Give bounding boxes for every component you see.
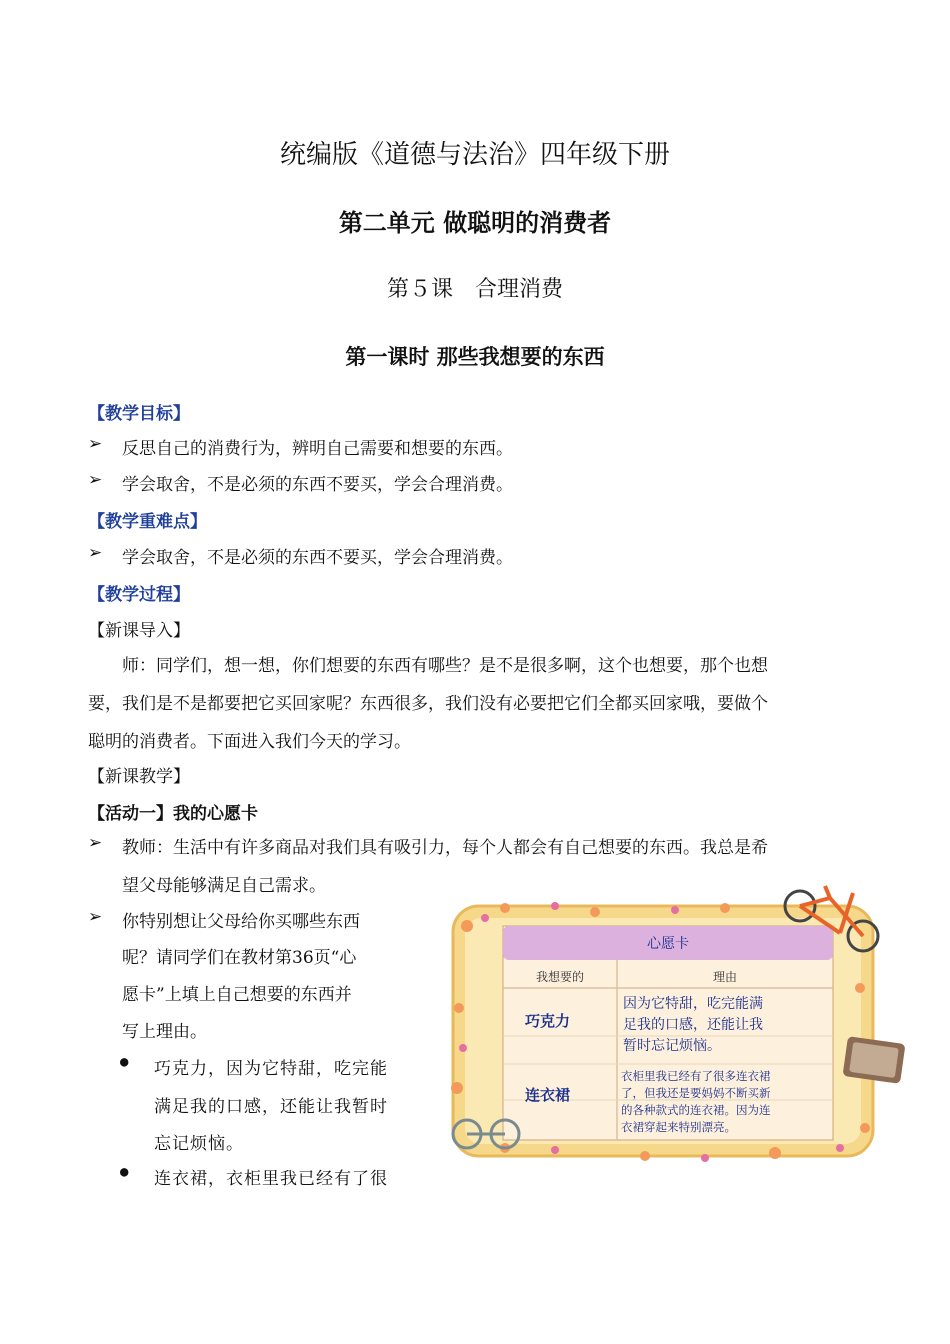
lesson-title: 第５课 合理消费 xyxy=(386,277,563,302)
activity-bullet-line: 呢？请同学们在教材第36页“心 xyxy=(122,948,357,968)
activity-bullet-line: 写上理由。 xyxy=(122,1022,207,1042)
wish-item: 巧克力 xyxy=(525,1012,571,1030)
intro-line: 师：同学们，想一想，你们想要的东西有哪些？是不是很多啊，这个也想要，那个也想 xyxy=(122,656,768,676)
key-points-heading: 【教学重难点】 xyxy=(88,512,207,532)
wish-card-col-want: 我想要的 xyxy=(535,970,584,984)
wish-card-illustration xyxy=(445,878,915,1178)
wish-card-title: 心愿卡 xyxy=(647,936,689,952)
goals-heading: 【教学目标】 xyxy=(88,404,190,424)
wish-reason: 因为它特甜，吃完能满 足我的口感，还能让我 暂时忘记烦恼。 xyxy=(623,996,763,1054)
sub-item-line: 满足我的口感，还能让我暂时 xyxy=(154,1097,388,1117)
arrow-bullet-icon: ➢ xyxy=(88,543,103,563)
book-title: 统编版《道德与法治》四年级下册 xyxy=(279,140,670,170)
intro-line: 聪明的消费者。下面进入我们今天的学习。 xyxy=(88,732,411,752)
process-heading: 【教学过程】 xyxy=(88,585,190,605)
activity-bullet-line: 愿卡”上填上自己想要的东西并 xyxy=(122,985,352,1005)
arrow-bullet-icon: ➢ xyxy=(88,434,103,454)
tablet-icon xyxy=(842,1036,905,1084)
arrow-bullet-icon: ➢ xyxy=(88,833,103,853)
period-title: 第一课时 那些我想要的东西 xyxy=(345,344,605,369)
teaching-label: 【新课教学】 xyxy=(88,767,190,787)
unit-title: 第二单元 做聪明的消费者 xyxy=(338,208,612,237)
activity-bullet-line: 望父母能够满足自己需求。 xyxy=(122,876,326,896)
dot-bullet-icon: ● xyxy=(120,1054,130,1070)
intro-line: 要，我们是不是都要把它买回家呢？东西很多，我们没有必要把它们全都买回家哦，要做个 xyxy=(88,694,768,714)
dot-bullet-icon: ● xyxy=(120,1164,130,1180)
arrow-bullet-icon: ➢ xyxy=(88,907,103,927)
wish-item: 连衣裙 xyxy=(525,1086,571,1104)
intro-label: 【新课导入】 xyxy=(88,621,190,641)
wish-reason: 衣柜里我已经有了很多连衣裙 了，但我还是要妈妈不断买新 的各种款式的连衣裙。因为连 衣裙穿起来特别漂亮。 xyxy=(621,1069,771,1134)
sub-item-line: 忘记烦恼。 xyxy=(154,1134,244,1154)
activity-label: 【活动一】我的心愿卡 xyxy=(88,804,258,824)
wish-card-col-reason: 理由 xyxy=(712,970,737,984)
arrow-bullet-icon: ➢ xyxy=(88,470,103,490)
